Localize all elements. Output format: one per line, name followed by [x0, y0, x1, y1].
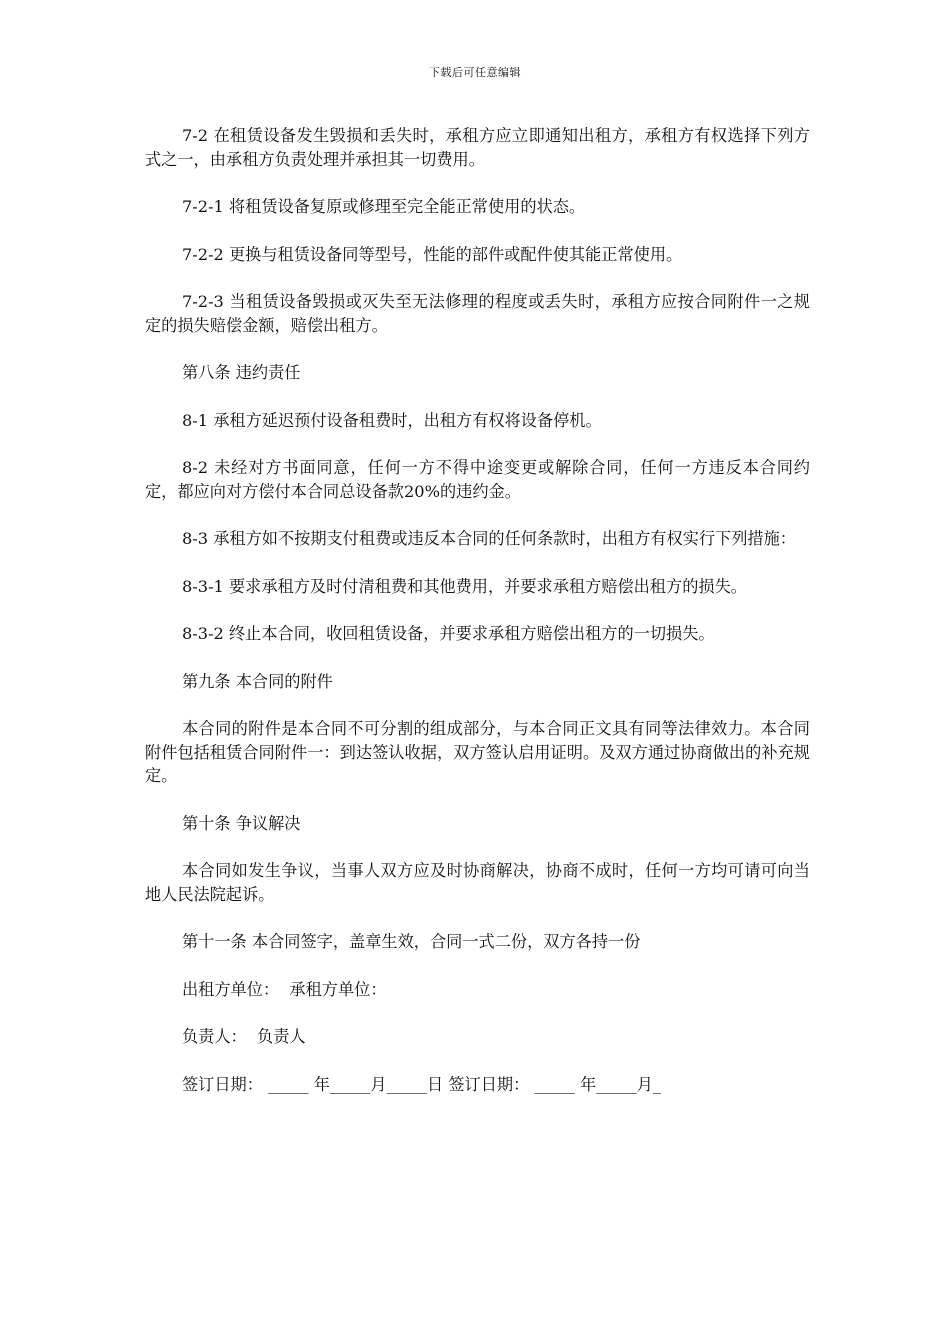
- article-11-heading: 第十一条 本合同签字，盖章生效，合同一式二份，双方各持一份: [182, 932, 641, 951]
- clause-8-3: 8-3 承租方如不按期支付租费或违反本合同的任何条款时，出租方有权实行下列措施：: [182, 529, 796, 548]
- article-10-heading: 第十条 争议解决: [182, 813, 301, 833]
- article-9-heading: 第九条 本合同的附件: [182, 671, 333, 691]
- clause-8-1: 8-1 承租方延迟预付设备租费时，出租方有权将设备停机。: [182, 410, 602, 430]
- article-10-text: 本合同如发生争议，当事人双方应及时协商解决，协商不成时，任何一方均可请可向当地人民法院起诉。: [145, 861, 810, 904]
- clause-7-2-2: 7-2-2 更换与租赁设备同等型号，性能的部件或配件使其能正常使用。: [182, 244, 683, 264]
- clause-7-2-1: 7-2-1 将租赁设备复原或修理至完全能正常使用的状态。: [182, 197, 586, 216]
- clause-8-2: 8-2 未经对方书面同意，任何一方不得中途变更或解除合同，任何一方违反本合同约定，都应向对方偿付本合同总设备款20%的违约金。: [145, 458, 810, 501]
- article-9-text: 本合同的附件是本合同不可分割的组成部分，与本合同正文具有同等法律效力。本合同附件包括租赁合同附件一：到达签认收据，双方签认启用证明。及双方通过协商做出的补充规定。: [145, 719, 810, 785]
- page-header-note: 下载后可任意编辑: [429, 66, 521, 79]
- article-8-heading: 第八条 违约责任: [182, 363, 301, 382]
- signature-persons-line: 负责人： 负责人: [182, 1027, 306, 1046]
- clause-8-3-1: 8-3-1 要求承租方及时付清租费和其他费用，并要求承租方赔偿出租方的损失。: [182, 576, 747, 596]
- clause-7-2-3: 7-2-3 当租赁设备毁损或灭失至无法修理的程度或丢失时，承租方应按合同附件一之规定的损失赔偿金额，赔偿出租方。: [145, 292, 810, 335]
- clause-7-2: 7-2 在租赁设备发生毁损和丢失时，承租方应立即通知出租方，承租方有权选择下列方式之一，由承租方负责处理并承担其一切费用。: [145, 126, 810, 169]
- signature-dates-line: 签订日期： _____ 年_____月_____日 签订日期： _____ 年_____月_: [182, 1074, 661, 1094]
- clause-8-3-2: 8-3-2 终止本合同，收回租赁设备，并要求承租方赔偿出租方的一切损失。: [182, 624, 715, 643]
- contract-body: [145, 124, 810, 1120]
- signature-units-line: 出租方单位： 承租方单位：: [182, 979, 387, 999]
